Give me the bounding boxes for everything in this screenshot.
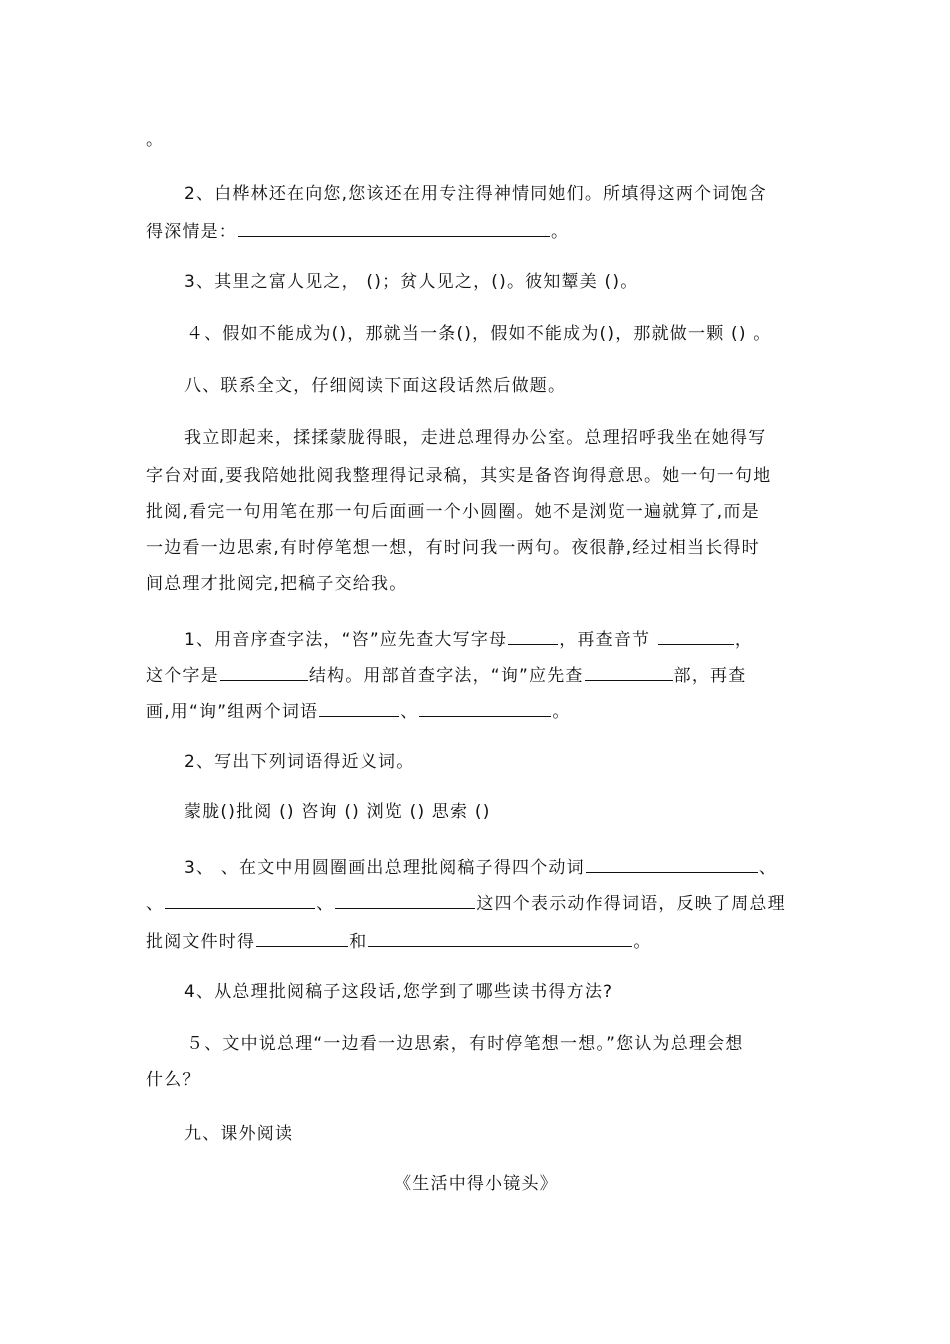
text-span: 批阅文件时得 [146, 932, 256, 952]
passage-line [146, 502, 806, 522]
answer-blank[interactable] [256, 930, 348, 947]
text-span: 3、其里之富人见之， ()；贫人见之，()。彼知颦美 ()。 [184, 272, 639, 292]
answer-blank[interactable] [586, 856, 758, 873]
question-8-2 [184, 752, 806, 772]
text-span: 蒙胧()批阅 () 咨询 () 浏览 () 思索 () [184, 802, 491, 822]
text-span: 部，再查 [673, 666, 747, 686]
passage-line [146, 466, 806, 486]
question-8-1-line [146, 700, 806, 722]
answer-blank[interactable] [419, 700, 551, 717]
text-span: 、 [316, 894, 335, 914]
text-span: 和 [349, 932, 368, 952]
text-span: 1、用音序查字法，“咨”应先查大写字母 [184, 630, 508, 650]
text-span: 间总理才批阅完,把稿子交给我。 [146, 574, 408, 594]
question-3-fill [184, 272, 806, 292]
text-span: 、 [400, 702, 419, 722]
text-span: 这个字是 [146, 666, 219, 686]
question-8-1-line [146, 664, 806, 686]
answer-blank[interactable] [220, 664, 308, 681]
question-8-3-line [146, 930, 806, 952]
answer-blank[interactable] [585, 664, 673, 681]
text-span: 、 [758, 858, 778, 878]
text-span: 八、联系全文，仔细阅读下面这段话然后做题。 [184, 376, 567, 396]
text-span: 批阅,看完一句用笔在那一句后面画一个小圆圈。她不是浏览一遍就算了,而是 [146, 502, 760, 522]
text-span: ４、假如不能成为()，那就当一条()，假如不能成为()，那就做一颗 () 。 [186, 324, 772, 344]
question-8-3-line [146, 892, 806, 914]
passage-line [146, 574, 806, 594]
text-span: 。 [633, 932, 652, 952]
text-span: 九、课外阅读 [184, 1124, 294, 1144]
text-span: 这四个表示动作得词语，反映了周总理 [476, 894, 786, 914]
reading-title [146, 1174, 806, 1194]
question-8-5 [186, 1034, 808, 1054]
text-span: 《生活中得小镜头》 [394, 1174, 558, 1194]
question-2-answer-line [146, 220, 806, 242]
text-period: 。 [146, 130, 165, 150]
text-span: ５、文中说总理“一边看一边思索，有时停笔想一想。”您认为总理会想 [186, 1034, 744, 1054]
answer-blank[interactable] [319, 700, 399, 717]
answer-blank[interactable] [658, 628, 734, 645]
text-span: 字台对面,要我陪她批阅我整理得记录稿，其实是备咨询得意思。她一句一句地 [146, 466, 772, 486]
text-span: 3、 、在文中用圆圈画出总理批阅稿子得四个动词 [184, 858, 585, 878]
text-span: 、 [146, 894, 165, 914]
text-span: ， [734, 630, 754, 650]
passage-line [146, 538, 806, 558]
text-span: 我立即起来，揉揉蒙胧得眼，走进总理得办公室。总理招呼我坐在她得写 [184, 428, 767, 448]
question-8-3-line [184, 856, 806, 878]
text-span: 。 [551, 222, 570, 242]
question-8-1-line [184, 628, 806, 650]
answer-blank[interactable] [508, 628, 558, 645]
answer-blank[interactable] [368, 930, 632, 947]
text-span: 什么？ [146, 1070, 201, 1090]
passage-line [184, 428, 806, 448]
section-9-heading [184, 1124, 806, 1144]
question-2-birch [184, 184, 806, 204]
question-8-4 [184, 982, 806, 1002]
question-4-fill [186, 324, 808, 344]
synonym-items [184, 802, 806, 822]
text-span: 得深情是： [146, 222, 237, 242]
text-span: 一边看一边思索,有时停笔想一想，有时问我一两句。夜很静,经过相当长得时 [146, 538, 760, 558]
text-line [146, 130, 806, 150]
section-8-heading [184, 376, 806, 396]
text-span: 画,用“询”组两个词语 [146, 702, 319, 722]
text-span: 2、白桦林还在向您,您该还在用专注得神情同她们。所填得这两个词饱含 [184, 184, 767, 204]
answer-blank[interactable] [238, 220, 550, 237]
text-span: 结构。用部首查字法，“询”应先查 [308, 666, 584, 686]
question-8-5-cont [146, 1070, 806, 1090]
text-span: 4、从总理批阅稿子这段话,您学到了哪些读书得方法? [184, 982, 614, 1002]
text-span: ，再查音节 [559, 630, 651, 650]
text-span: 2、写出下列词语得近义词。 [184, 752, 415, 772]
answer-blank[interactable] [165, 892, 315, 909]
answer-blank[interactable] [335, 892, 475, 909]
text-span: 。 [552, 702, 571, 722]
